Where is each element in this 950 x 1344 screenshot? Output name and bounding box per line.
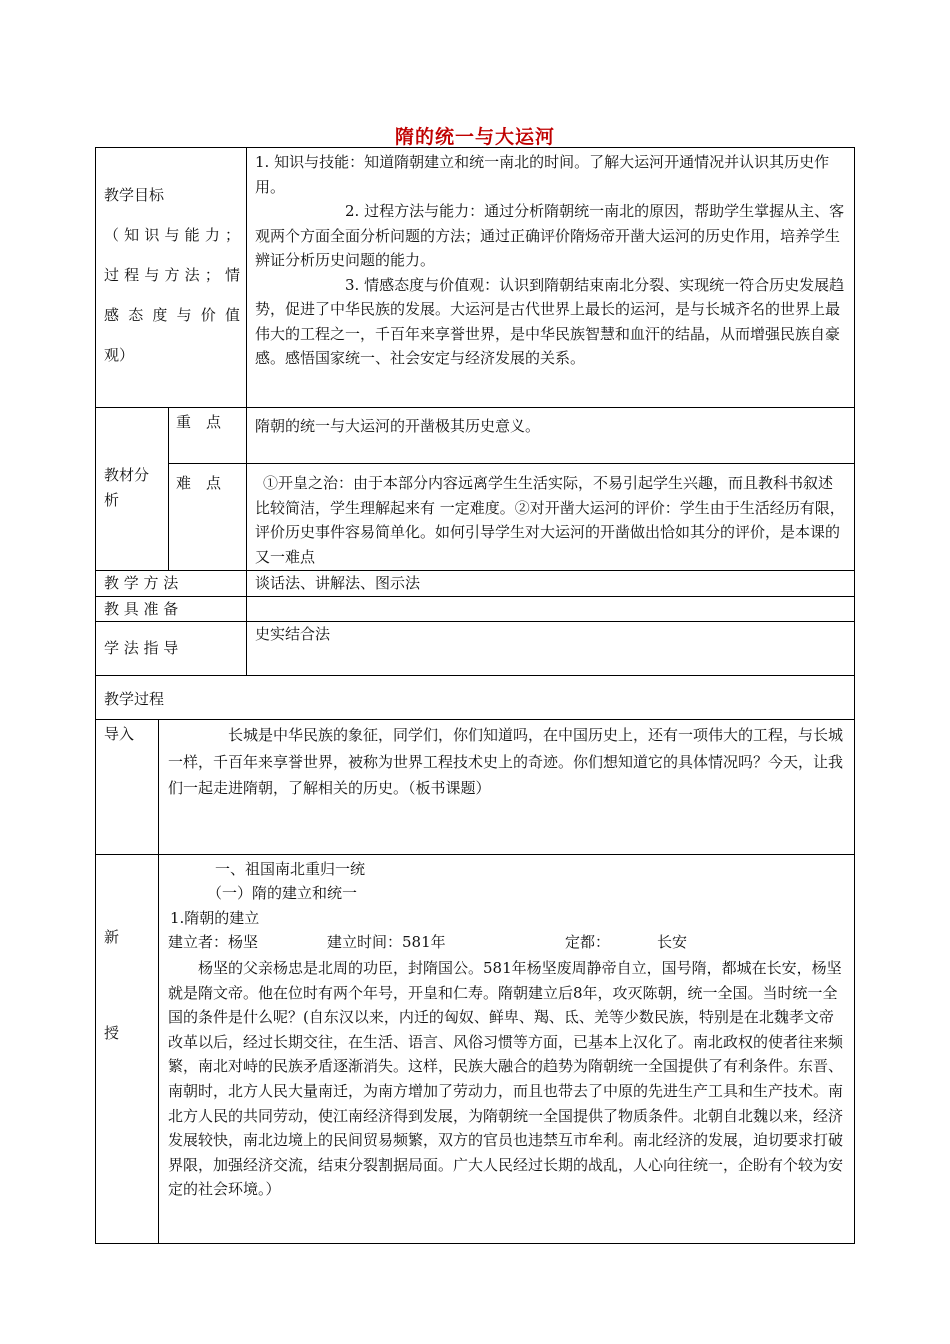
founder-text: 建立者：杨坚 <box>168 933 259 951</box>
capital-label: 定都： <box>565 933 611 951</box>
col-divider <box>158 719 159 1244</box>
guide-value: 史实结合法 <box>255 625 331 643</box>
new-label-bottom: 授 <box>104 1024 120 1042</box>
key-point-text: 隋朝的统一与大运河的开凿极其历史意义。 <box>255 417 541 435</box>
tools-label: 教 具 准 备 <box>104 600 179 618</box>
key-point-label: 重 点 <box>176 413 222 431</box>
col-divider <box>246 147 247 407</box>
row-divider <box>95 854 855 855</box>
founding-time-text: 建立时间：581年 <box>327 933 446 951</box>
capital-value: 长安 <box>657 933 688 951</box>
intro-label: 导入 <box>104 725 135 743</box>
row-divider <box>95 675 855 676</box>
objective-process: 2. 过程方法与能力：通过分析隋朝统一南北的原因，帮助学生掌握从主、客观两个方面全面分析问题的方法；通过正确评价隋炀帝开凿大运河的历史作用，培养学生辨证分析历史问题的能力。 <box>255 202 845 269</box>
col-divider <box>246 407 247 675</box>
col-divider <box>168 407 169 570</box>
analysis-label: 教材分 析 <box>104 466 150 509</box>
method-value: 谈话法、讲解法、图示法 <box>255 574 421 592</box>
page-title: 隋的统一与大运河 <box>394 126 555 148</box>
objectives-label: 教学目标 （知识与能力； 过程与方法；情 感态度与价值 观） <box>104 186 240 364</box>
topic-heading: 1.隋朝的建立 <box>170 909 260 927</box>
subsection-heading: （一）隋的建立和统一 <box>207 884 358 902</box>
row-divider <box>168 463 855 464</box>
row-divider <box>95 719 855 720</box>
intro-text: 长城是中华民族的象征，同学们，你们知道吗，在中国历史上，还有一项伟大的工程，与长城一样，千百年来享誉世界，被称为世界工程技术史上的奇迹。你们想知道它的具体情况吗？今天，让我们一起走进隋朝，了解相关的历史。（板书课题） <box>168 726 844 797</box>
difficulty-label: 难 点 <box>176 474 222 492</box>
new-body-text: 杨坚的父亲杨忠是北周的功臣，封隋国公。581年杨坚废周静帝自立，国号隋，都城在长安，杨坚就是隋文帝。他在位时有两个年号，开皇和仁寿。隋朝建立后8年，攻灭陈朝，统一全国。当时统一全国的条件是什么呢？(自东汉以来，内迁的匈奴、鲜卑、羯、氐、羌等少数民族，特别是在北魏孝文帝改革以后，经过长期交往，在生活、语言、风俗习惯等方面，已基本上汉化了。南北政权的使者往来频繁，南北对峙的民族矛盾逐渐消失。这样，民族大融合的趋势为隋朝统一全国提供了有利条件。东晋、南朝时，北方人民大量南迁，为南方增加了劳动力，而且也带去了中原的先进生产工具和生产技术。南北方人民的共同劳动，使江南经济得到发展，为隋朝统一全国提供了物质条件。北朝自北魏以来，经济发展较快，南北边境上的民间贸易频繁，双方的官员也违禁互市牟利。南北经济的发展，迫切要求打破界限，加强经济交流，结束分裂割据局面。广大人民经过长期的战乱，人心向往统一，企盼有个较为安定的社会环境。） <box>168 959 844 1199</box>
row-divider <box>95 407 855 408</box>
guide-label: 学 法 指 导 <box>104 639 179 657</box>
objectives-content <box>255 150 847 371</box>
section-heading: 一、祖国南北重归一统 <box>215 860 366 878</box>
difficulty-text: ①开皇之治：由于本部分内容远离学生生活实际，不易引起学生兴趣，而且教科书叙述比较简洁，学生理解起来有 一定难度。②对开凿大运河的评价：学生由于生活经历有限，评价历史事件容易简单化。如何引导学生对大运河的开凿做出恰如其分的评价，是本课的又一难点 <box>255 474 845 566</box>
objective-attitude: 3. 情感态度与价值观：认识到隋朝结束南北分裂、实现统一符合历史发展趋势，促进了中华民族的发展。大运河是古代世界上最长的运河，是与长城齐名的世界上最伟大的工程之一，千百年来享誉世界，是中华民族智慧和血汗的结晶，从而增强民族自豪感。感悟国家统一、社会安定与经济发展的关系。 <box>255 275 845 367</box>
new-label-top: 新 <box>104 928 120 946</box>
method-label: 教 学 方 法 <box>104 574 179 592</box>
objective-knowledge: 1. 知识与技能：知道隋朝建立和统一南北的时间。了解大运河开通情况并认识其历史作用。 <box>255 153 830 196</box>
process-label: 教学过程 <box>104 690 165 708</box>
